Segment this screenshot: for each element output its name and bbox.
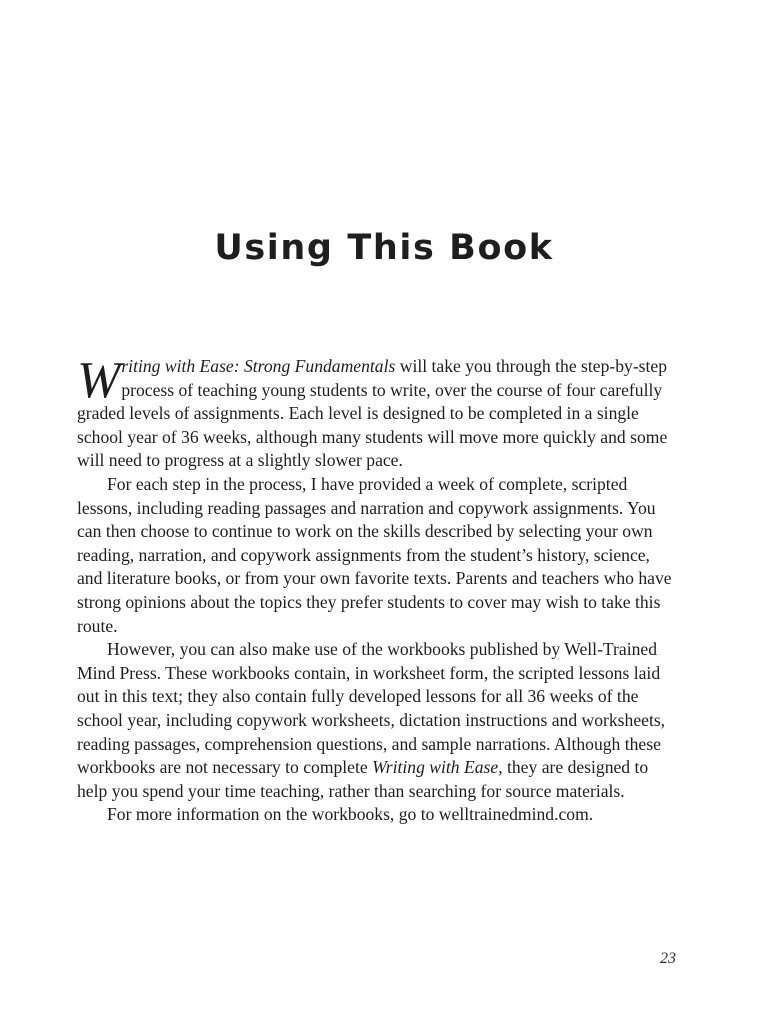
paragraph-intro-text: will take you through the step-by-step process of teaching young students to write, over the course of four carefully graded levels of assignments. Each level is designed to be completed in a single school year of 36 weeks, although many students will move more quickly and some will need to progress at a slightly slower pace. (77, 356, 668, 471)
paragraph-more-info: For more information on the workbooks, go to welltrainedmind.com. (107, 804, 594, 825)
drop-cap: W (77, 352, 121, 409)
paragraph-workbooks (77, 638, 677, 803)
page-number: 23 (660, 950, 676, 967)
paragraph-intro (77, 352, 677, 473)
paragraph-workbooks-text-before: However, you can also make use of the workbooks published by Well-Trained Mind Press. These workbooks contain, in worksheet form, the scripted lessons laid out in this text; they also contain fully developed lessons for all 36 weeks of the school year, including copywork worksheets, dictation instructions and worksheets, reading passages, comprehension questions, and sample narrations. Although these workbooks are not necessary to complete (77, 639, 666, 778)
paragraph-scripted-lessons: For each step in the process, I have provided a week of complete, scripted lessons, including reading passages and narration and copywork assignments. You can then choose to continue to work on the skills described by selecting your own reading, narration, and copywork assignments from the student’s history, science, and literature books, or from your own favorite texts. Parents and teachers who have strong opinions about the topics they prefer students to cover may wish to take this route. (77, 473, 672, 636)
book-title-italic: Writing with Ease (372, 757, 499, 778)
page-title: Using This Book (214, 228, 554, 268)
book-title-italic: riting with Ease: Strong Fundamentals (121, 356, 396, 376)
body-text (77, 352, 677, 827)
paragraph-workbooks-text-after: , they are designed to help you spend your time teaching, rather than searching for source materials. (77, 757, 649, 801)
